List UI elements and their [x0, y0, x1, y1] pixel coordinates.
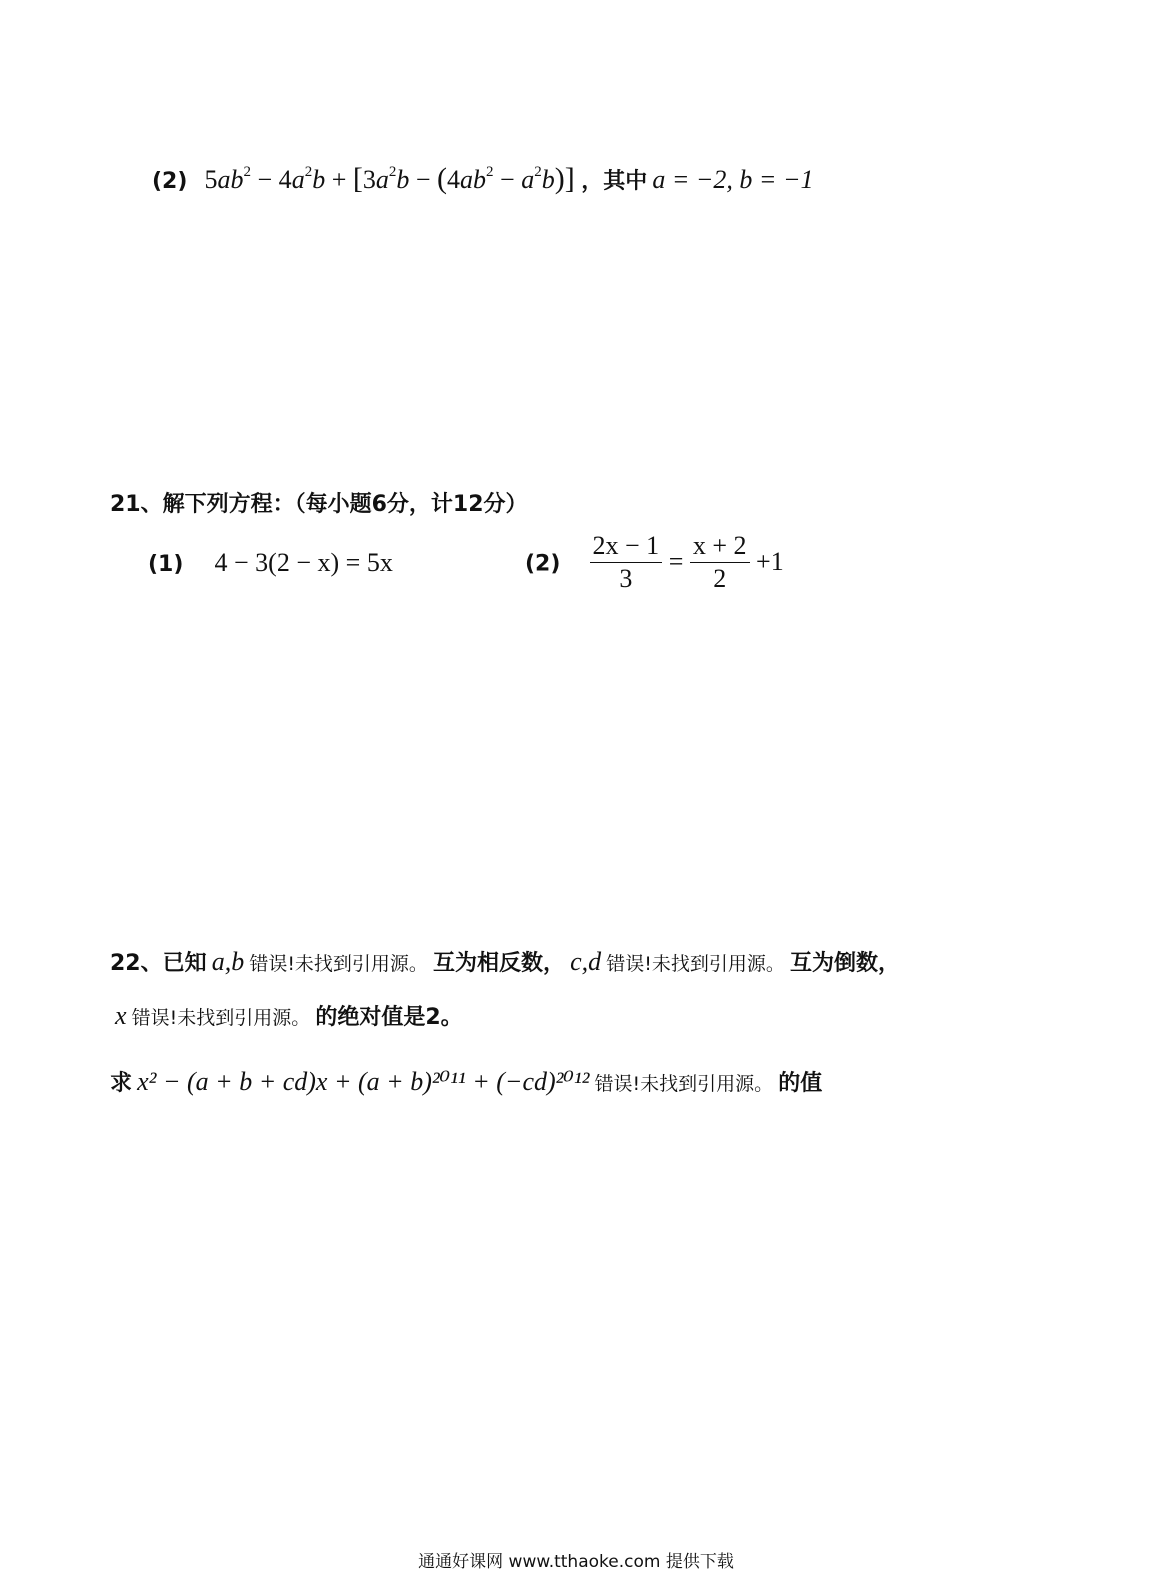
q22-line3: [110, 1066, 822, 1097]
q22-ask: 求: [110, 1071, 133, 1096]
q20-condition: a = −2, b = −1: [652, 165, 814, 194]
q22-error-1: 错误!未找到引用源。: [249, 953, 428, 975]
numerator-right: x + 2: [690, 530, 750, 563]
q20-label: (2): [152, 169, 188, 194]
q21-p2-label: (2): [525, 551, 561, 577]
q22-line2: [115, 1000, 463, 1031]
q21-fraction-right: [690, 530, 750, 595]
q22-line1: [110, 946, 900, 977]
q22-t2: 互为倒数，: [790, 951, 901, 976]
q22-t1: 互为相反数，: [433, 951, 566, 976]
q20-line: [152, 162, 814, 196]
q20-expression: $5ab^2 - 4a^2b + [3a^2b - (4ab^2 - a^2b)]$: [204, 162, 575, 195]
q22-prefix: 22、已知: [110, 951, 207, 976]
q21-p2: [525, 530, 784, 595]
q21-p1: [148, 548, 393, 578]
q21-p2-equation: [590, 531, 784, 593]
q22-tail: 的值: [778, 1071, 823, 1096]
q22-t3: 的绝对值是2。: [315, 1005, 463, 1030]
q22-ab: a,b: [211, 947, 245, 976]
q21-fraction-left: [590, 530, 663, 595]
q22-error-2: 错误!未找到引用源。: [606, 953, 785, 975]
equals-sign: =: [668, 547, 684, 577]
numerator-left: 2x − 1: [590, 530, 663, 563]
q21-title: 21、解下列方程：（每小题6分，计12分）: [110, 492, 528, 517]
tail-term: +1: [756, 547, 784, 577]
q22-error-3: 错误!未找到引用源。: [131, 1007, 311, 1029]
q21-p1-equation: 4 − 3(2 − x) = 5x: [214, 548, 393, 577]
q22-error-4: 错误!未找到引用源。: [594, 1073, 774, 1095]
q21-p1-label: (1): [148, 552, 184, 577]
q22-x: x: [115, 1001, 127, 1030]
denominator-left: 3: [619, 564, 633, 593]
denominator-right: 2: [713, 564, 727, 593]
q20-where: ，其中: [581, 169, 648, 194]
q22-cd: c,d: [570, 947, 602, 976]
footer-text: 通通好课网 www.tthaoke.com 提供下载: [418, 1552, 734, 1572]
q22-expression: x² − (a + b + cd)x + (a + b)²⁰¹¹ + (−cd)²⁰¹²: [137, 1067, 590, 1096]
